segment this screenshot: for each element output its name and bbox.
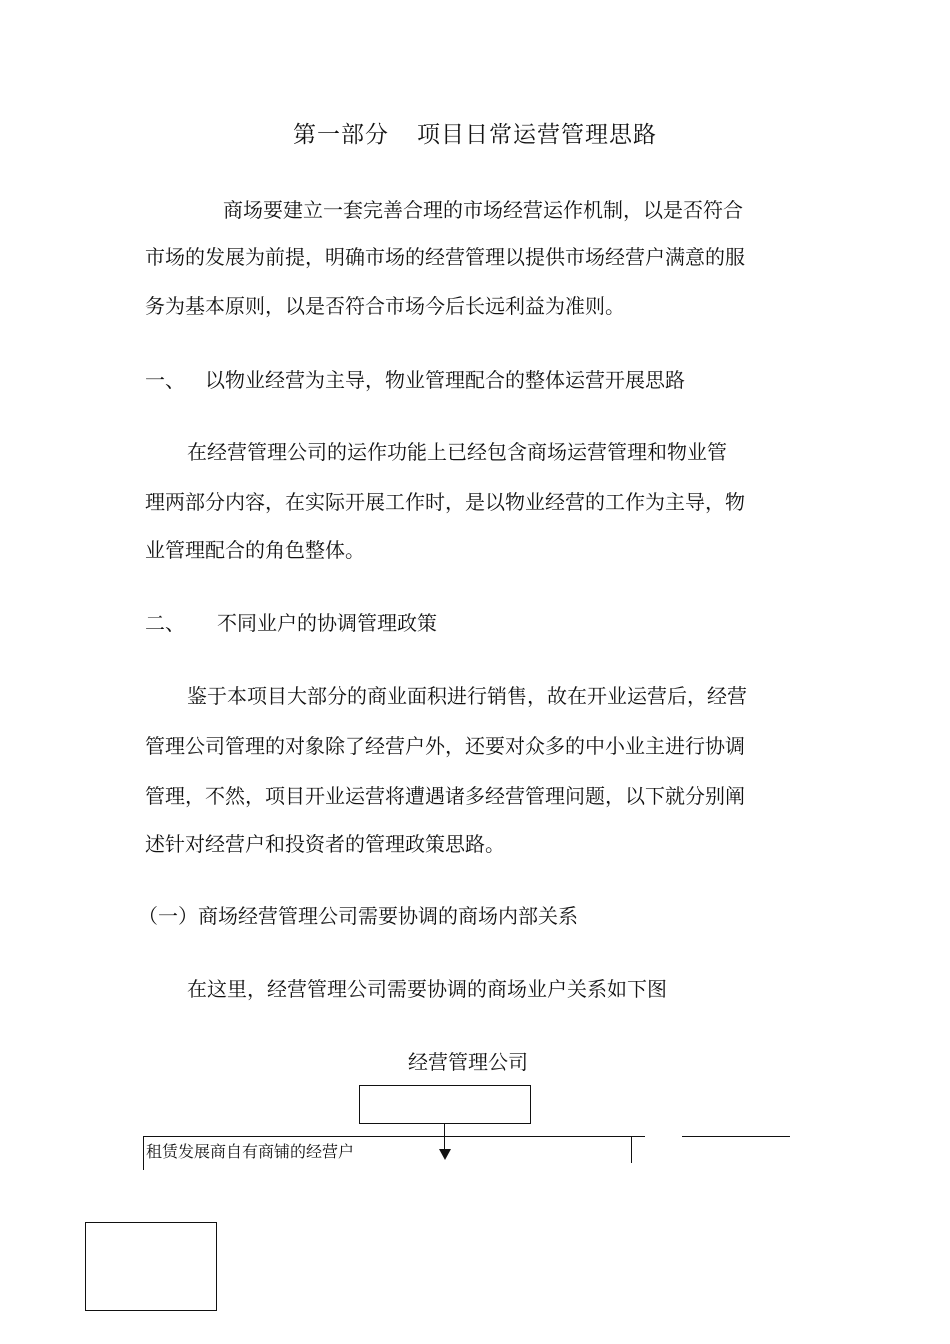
title-part: 第一部分 — [293, 122, 389, 148]
diagram-branch-left — [143, 1136, 144, 1170]
section2-line-4: 述针对经营户和投资者的管理政策思路。 — [145, 832, 505, 856]
diagram-connector-line-right — [682, 1136, 790, 1137]
section1-heading: 以物业经营为主导，物业管理配合的整体运营开展思路 — [205, 368, 685, 392]
intro-line-3: 务为基本原则，以是否符合市场今后长远利益为准则。 — [145, 294, 625, 318]
diagram-root-box — [359, 1085, 531, 1124]
section1-number: 一、 — [145, 368, 185, 392]
section1-line-2: 理两部分内容，在实际开展工作时，是以物业经营的工作为主导，物 — [145, 490, 745, 514]
section2-line-2: 管理公司管理的对象除了经营户外，还要对众多的中小业主进行协调 — [145, 734, 745, 758]
section2-line-3: 管理，不然，项目开业运营将遭遇诸多经营管理问题，以下就分别阐 — [145, 784, 745, 808]
page-title — [0, 116, 950, 149]
diagram-root-label: 经营管理公司 — [408, 1050, 528, 1074]
diagram-arrow-stem — [444, 1124, 445, 1151]
arrow-down-icon — [438, 1148, 452, 1162]
diagram-child-box — [85, 1222, 217, 1311]
subsection1-heading: （一）商场经营管理公司需要协调的商场内部关系 — [138, 904, 578, 928]
subsection1-line: 在这里，经营管理公司需要协调的商场业户关系如下图 — [187, 977, 667, 1001]
diagram-child1-label: 租赁发展商自有商铺的经营户 — [146, 1142, 355, 1161]
intro-line-1: 商场要建立一套完善合理的市场经营运作机制，以是否符合 — [223, 198, 743, 222]
diagram-connector-line — [143, 1136, 645, 1137]
section2-number: 二、 — [145, 611, 185, 635]
title-heading: 项目日常运营管理思路 — [417, 122, 657, 148]
intro-line-2: 市场的发展为前提，明确市场的经营管理以提供市场经营户满意的服 — [145, 245, 745, 269]
section1-line-1: 在经营管理公司的运作功能上已经包含商场运营管理和物业管 — [187, 440, 727, 464]
diagram-branch-right — [631, 1136, 632, 1163]
section2-line-1: 鉴于本项目大部分的商业面积进行销售，故在开业运营后，经营 — [187, 684, 747, 708]
section2-heading: 不同业户的协调管理政策 — [217, 611, 437, 635]
section1-line-3: 业管理配合的角色整体。 — [145, 538, 365, 562]
